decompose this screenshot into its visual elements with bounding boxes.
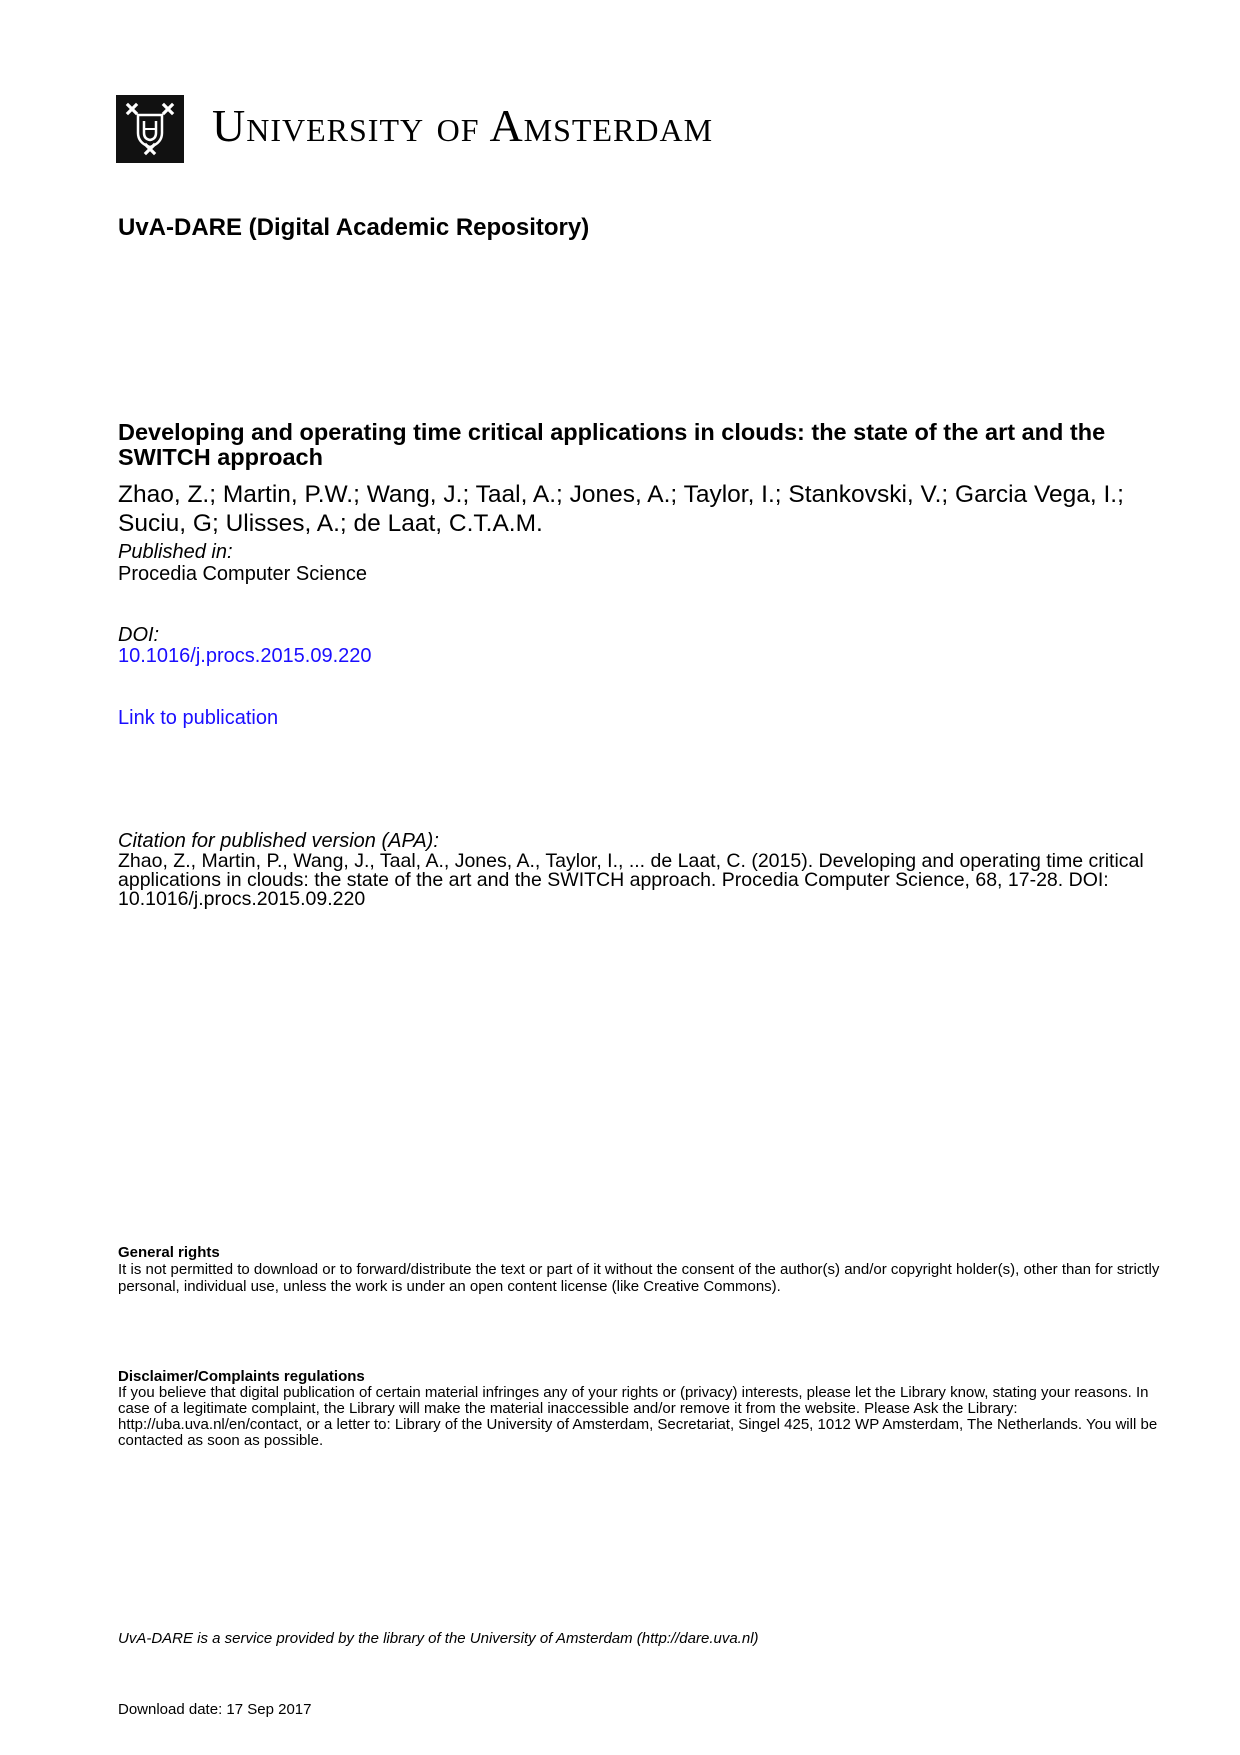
doi-label: DOI:: [118, 624, 160, 646]
published-in-label: Published in:: [118, 541, 233, 563]
general-rights-text: It is not permitted to download or to forward/distribute the text or part of it without the consent of the author(s) and/or copyright holder(s), other than for strictly personal, individual use, unless the work is under an open content license (like Creative Commons).: [118, 1261, 1160, 1295]
service-note: UvA-DARE is a service provided by the library of the University of Amsterdam (http://dare.uva.nl): [118, 1630, 759, 1647]
published-in-value: Procedia Computer Science: [118, 563, 368, 585]
disclaimer-text: If you believe that digital publication of certain material infringes any of your rights or (privacy) interests, please let the Library know, stating your reasons. In case of a legitimate complaint, the Library will make the material inaccessible and/or remove it from the website. Please Ask the Library: http://uba.uva.nl/en/contact, or a letter to: Library of the University of Amsterdam, Secretariat, Singel 425, 1012 WP Amsterdam, The Netherlands. You will be contacted as soon as possible.: [118, 1384, 1158, 1449]
disclaimer-heading: Disclaimer/Complaints regulations: [118, 1368, 365, 1385]
publication-title: Developing and operating time critical applications in clouds: the state of the art and the SWITCH approach: [118, 419, 1106, 470]
logo-wordmark: University of Amsterdam: [212, 100, 714, 151]
link-to-publication[interactable]: Link to publication: [118, 707, 279, 729]
repository-heading: UvA-DARE (Digital Academic Repository): [118, 214, 590, 241]
citation-label: Citation for published version (APA):: [118, 830, 439, 852]
author-list: Zhao, Z.; Martin, P.W.; Wang, J.; Taal, A.; Jones, A.; Taylor, I.; Stankovski, V.; Garcia Vega, I.; Suciu, G; Ulisses, A.; de Laat, C.T.A.M.: [118, 481, 1124, 537]
citation-text: Zhao, Z., Martin, P., Wang, J., Taal, A., Jones, A., Taylor, I., ... de Laat, C. (2015). Developing and operating time critical applications in clouds: the state of the art and the SWITCH approach. Procedia Computer Science, 68, 17-28. DOI: 10.1016/j.procs.2015.09.220: [118, 850, 1144, 910]
uva-crest-icon: [116, 95, 184, 163]
download-date: Download date: 17 Sep 2017: [118, 1701, 312, 1718]
university-logo: [116, 95, 713, 163]
general-rights-heading: General rights: [118, 1244, 220, 1261]
doi-link[interactable]: 10.1016/j.procs.2015.09.220: [118, 645, 372, 667]
